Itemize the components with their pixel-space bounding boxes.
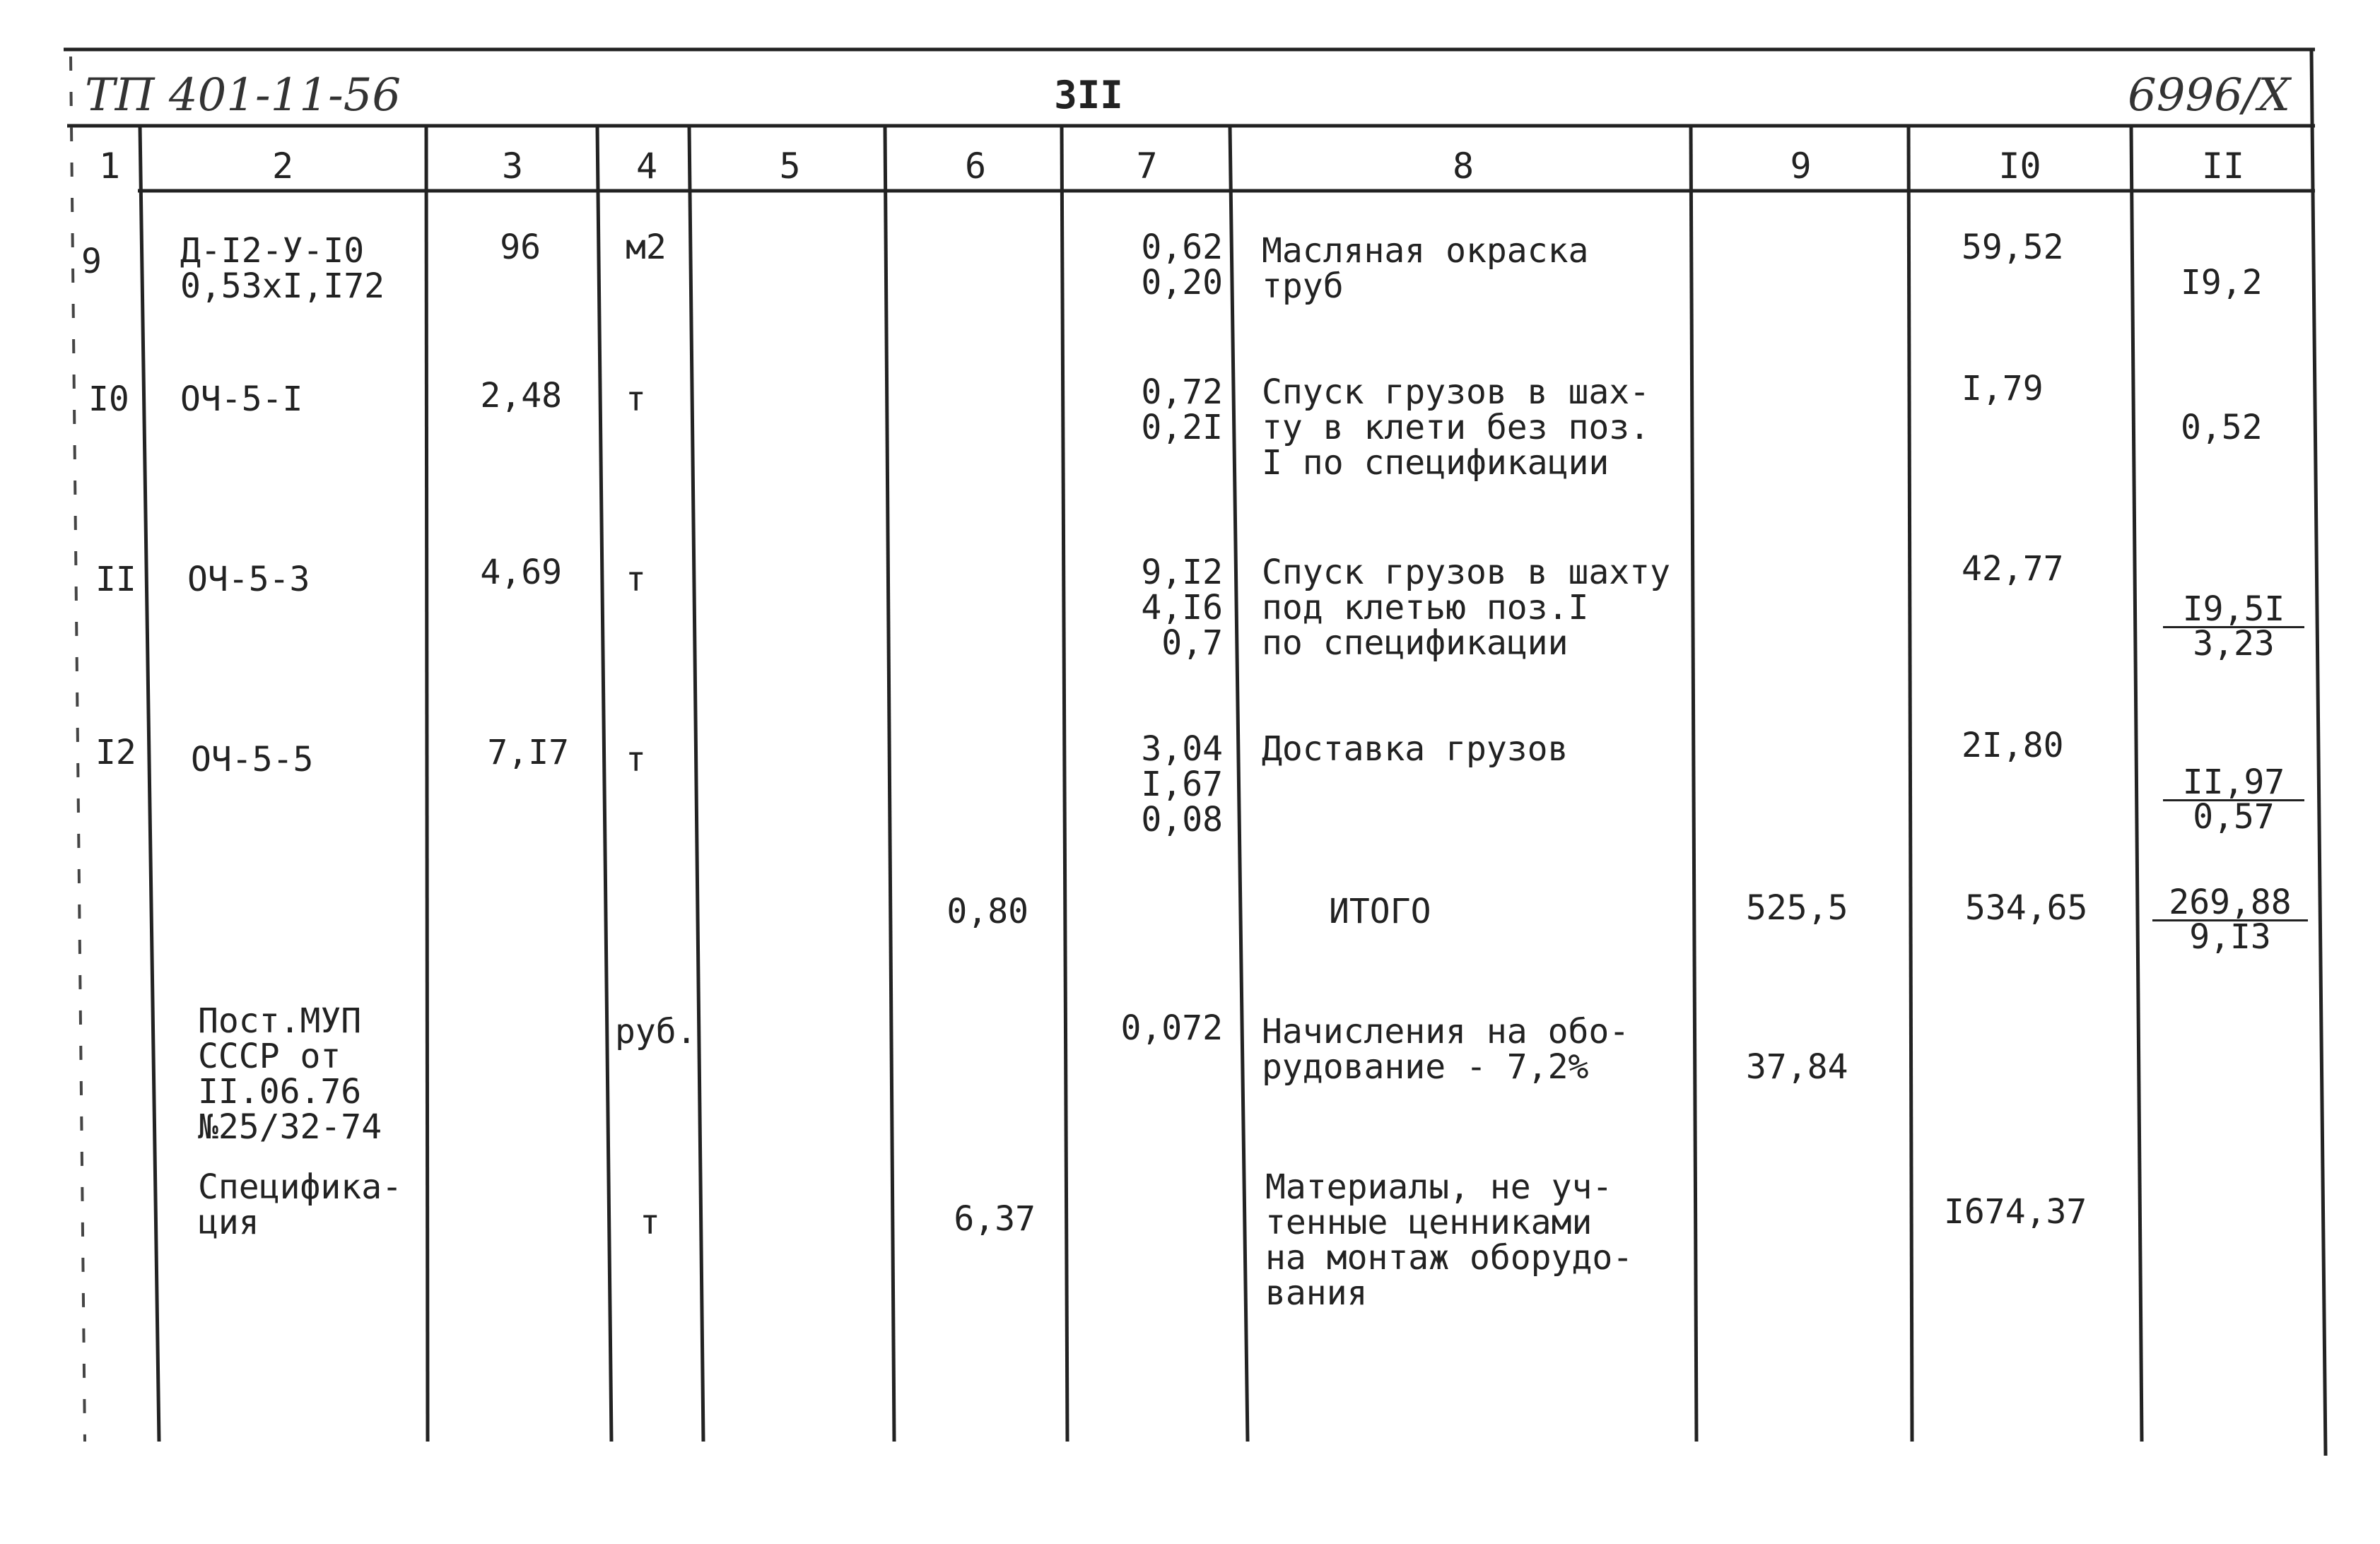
sheet-code: 6996/X [2128, 69, 2290, 122]
col6-value: 6,37 [954, 1199, 1036, 1239]
fraction-denominator: 3,23 [2193, 624, 2275, 664]
col10-value: 2I,80 [1962, 726, 2064, 765]
fraction-denominator: 9,I3 [2189, 917, 2271, 957]
col11-value: I9,2 [2181, 263, 2263, 302]
row-number: I0 [88, 379, 129, 419]
work-description: Начисления на обо- рудование - 7,2% [1262, 1012, 1630, 1087]
unit: м2 [626, 228, 667, 267]
fraction-numerator: 269,88 [2152, 887, 2308, 921]
col10-value: 59,52 [1962, 228, 2064, 267]
fraction-denominator: 0,57 [2193, 797, 2275, 837]
col9-value: 525,5 [1746, 888, 1848, 928]
column-number-9: 9 [1790, 146, 1812, 187]
unit: т [626, 379, 646, 419]
row-number: I2 [95, 733, 136, 772]
column-number-1: 1 [98, 146, 121, 187]
column-number-10: I0 [1998, 146, 2041, 187]
quantity: 7,I7 [487, 733, 569, 772]
work-description: Масляная окраска труб [1262, 231, 1589, 306]
row-number: II [95, 560, 136, 599]
quantity: 96 [500, 228, 541, 267]
col11-fraction [2152, 883, 2308, 957]
quantity: 2,48 [480, 376, 562, 416]
work-description: Спуск грузов в шах- ту в клети без поз. I по спецификации [1262, 372, 1651, 483]
unit: т [640, 1203, 660, 1242]
unit: руб. [615, 1012, 697, 1051]
col7-value: 0,072 [1120, 1008, 1223, 1048]
col10-value: 42,77 [1962, 549, 2064, 589]
rate-code: Специфика- ция [198, 1167, 402, 1242]
column-number-3: 3 [501, 146, 524, 187]
col10-value: 534,65 [1965, 888, 2088, 928]
total-label: ИТОГО [1329, 892, 1431, 931]
fraction-numerator: II,97 [2163, 767, 2304, 801]
column-number-4: 4 [635, 146, 658, 187]
work-description: Спуск грузов в шахту под клетью поз.I по спецификации [1262, 553, 1670, 663]
unit: т [626, 560, 646, 599]
unit: т [626, 740, 646, 779]
rate-code: ОЧ-5-I [180, 379, 303, 419]
quantity: 4,69 [480, 553, 562, 592]
col9-value: 37,84 [1746, 1047, 1848, 1087]
col6-value: 0,80 [946, 892, 1028, 931]
rate-code: Пост.МУП СССР от II.06.76 №25/32-74 [198, 1001, 382, 1147]
col10-value: I674,37 [1944, 1192, 2087, 1232]
row-number: 9 [81, 242, 102, 281]
col7-values: 0,72 0,2I [1141, 372, 1223, 447]
page-number: 3II [1054, 73, 1123, 117]
column-number-5: 5 [779, 146, 801, 187]
column-number-7: 7 [1136, 146, 1158, 187]
document-code: ТП 401-11-56 [85, 69, 401, 122]
col7-values: 3,04 I,67 0,08 [1141, 729, 1223, 839]
column-number-6: 6 [964, 146, 987, 187]
col11-fraction [2163, 762, 2304, 837]
fraction-numerator: I9,5I [2163, 594, 2304, 628]
column-number-11: II [2201, 146, 2245, 187]
rate-code: ОЧ-5-5 [191, 740, 314, 779]
col11-value: 0,52 [2181, 408, 2263, 447]
column-number-2: 2 [271, 146, 294, 187]
column-number-8: 8 [1452, 146, 1475, 187]
rate-code: ОЧ-5-3 [187, 560, 310, 599]
col11-fraction [2163, 589, 2304, 664]
work-description: Материалы, не уч- тенные ценниками на монтаж оборудо- вания [1265, 1167, 1634, 1313]
work-description: Доставка грузов [1262, 729, 1569, 769]
col7-values: 0,62 0,20 [1141, 228, 1223, 302]
rate-code: Д-I2-У-I0 0,53хI,I72 [180, 231, 385, 306]
col10-value: I,79 [1962, 369, 2044, 408]
col7-values: 9,I2 4,I6 0,7 [1141, 553, 1223, 663]
